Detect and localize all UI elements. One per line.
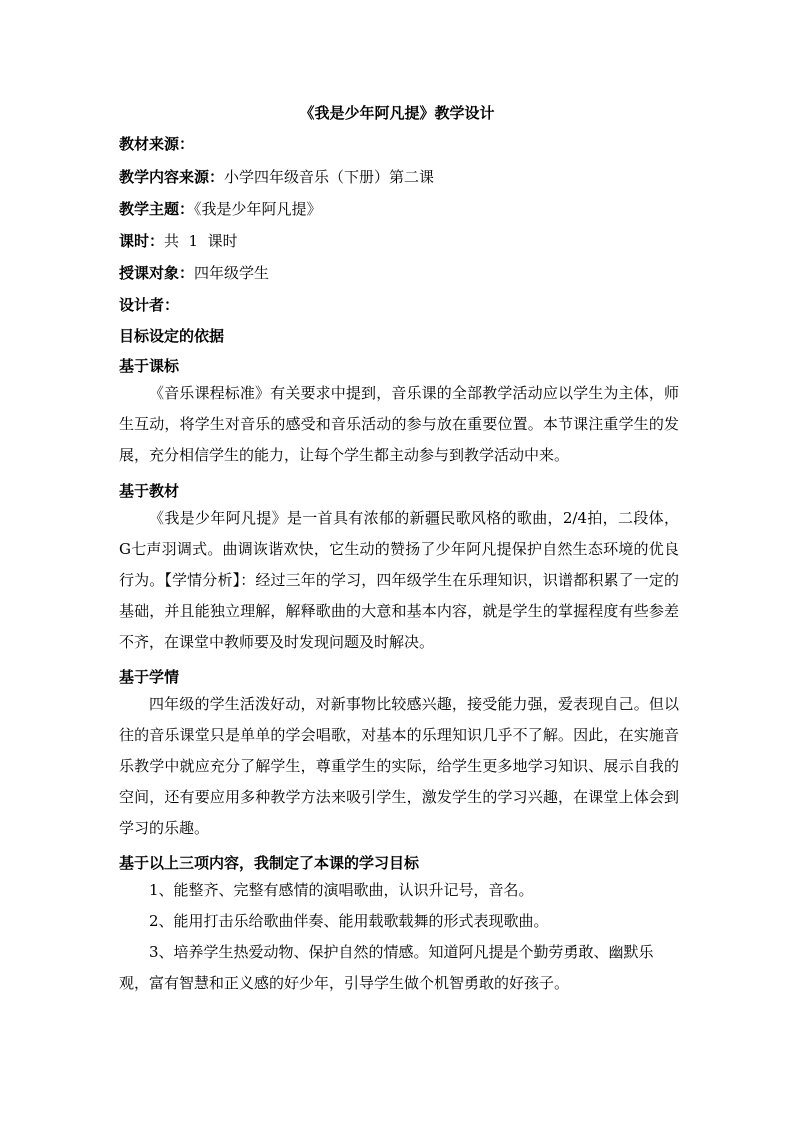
meta-value: 四年级学生	[194, 264, 270, 282]
meta-label: 授课对象：	[119, 264, 195, 282]
meta-designer	[119, 294, 179, 315]
curriculum-section	[119, 378, 679, 471]
goal-item: 1、能整齐、完整有感情的演唱歌曲，认识升记号，音名。	[149, 881, 534, 899]
meta-value: 共 1 课时	[164, 232, 238, 250]
learner-heading: 基于学情	[119, 668, 180, 686]
meta-label: 教材来源：	[119, 135, 195, 153]
meta-value: 小学四年级音乐（下册）第二课	[224, 168, 435, 186]
meta-audience	[119, 262, 269, 283]
learner-paragraph: 四年级的学生活泼好动，对新事物比较感兴趣，接受能力强，爱表现自己。但以往的音乐课堂只是单单的学会唱歌，对基本的乐理知识几乎不了解。因此，在实施音乐教学中就应充分了解学生，尊重学生的实际，给学生更多地学习知识、展示自我的空间，还有要应用多种教学方法来吸引学生，激发学生的学习兴趣，在课堂上体会到学习的乐趣。	[119, 695, 679, 837]
meta-source	[119, 133, 194, 154]
goals-list	[119, 875, 679, 999]
curriculum-heading: 基于课标	[119, 357, 180, 375]
meta-label: 教学内容来源：	[119, 168, 225, 186]
goal-item: 2、能用打击乐给歌曲伴奏、能用载歌载舞的形式表现歌曲。	[149, 912, 549, 930]
meta-label: 设计者：	[119, 296, 180, 314]
curriculum-paragraph: 《音乐课程标准》有关要求中提到，音乐课的全部教学活动应以学生为主体，师生互动，将学生对音乐的感受和音乐活动的参与放在重要位置。本节课注重学生的发展，充分相信学生的能力，让每个学生都主动参与到教学活动中来。	[119, 384, 679, 464]
material-section	[119, 503, 679, 658]
meta-value: 《我是少年阿凡提》	[194, 200, 322, 218]
document-title: 《我是少年阿凡提》教学设计	[299, 104, 495, 122]
meta-topic	[119, 198, 322, 219]
meta-label: 课时：	[119, 232, 165, 250]
meta-content-source	[119, 166, 434, 187]
goal-item: 3、培养学生热爱动物、保护自然的情感。知道阿凡提是个勤劳勇敢、幽默乐观，富有智慧和正义感的好少年，引导学生做个机智勇敢的好孩子。	[119, 943, 654, 992]
meta-label: 教学主题：	[119, 200, 195, 218]
goals-heading: 基于以上三项内容，我制定了本课的学习目标	[119, 854, 420, 872]
material-paragraph: 《我是少年阿凡提》是一首具有浓郁的新疆民歌风格的歌曲，2/4拍，二段体，G七声羽调式。曲调诙谐欢快，它生动的赞扬了少年阿凡提保护自然生态环境的优良行为。【学情分析】：经过三年的学习，四年级学生在乐理知识，识谱都积累了一定的基础，并且能独立理解，解释歌曲的大意和基本内容，就是学生的掌握程度有些参差不齐，在课堂中教师要及时发现问题及时解决。	[119, 509, 679, 651]
material-heading: 基于教材	[119, 482, 180, 500]
meta-periods	[119, 230, 238, 251]
basis-heading: 目标设定的依据	[119, 327, 225, 345]
learner-section	[119, 689, 679, 844]
